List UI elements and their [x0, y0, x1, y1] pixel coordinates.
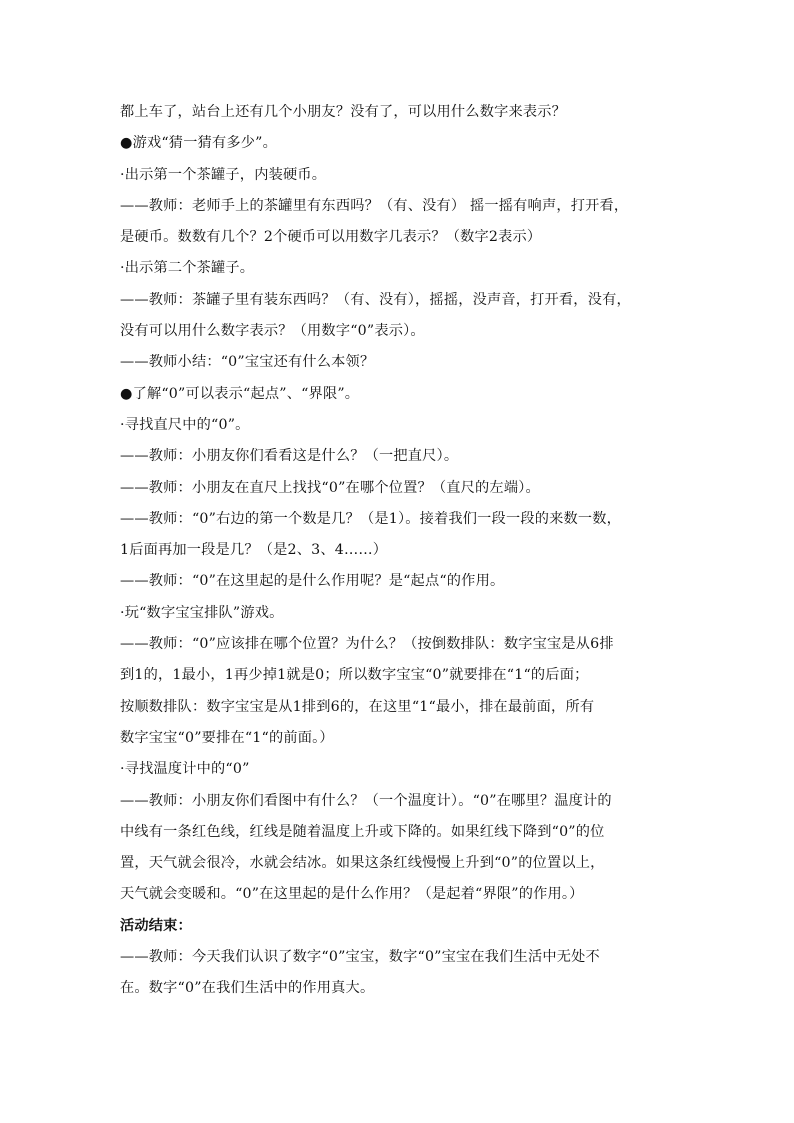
bullet-heading: ●游戏“猜一猜有多少”。 [120, 135, 277, 152]
text-line: 中线有一条红色线，红线是随着温度上升或下降的。如果红线下降到“0”的位 [120, 823, 605, 840]
text-line: 没有可以用什么数字表示？（用数字“0”表示）。 [120, 323, 425, 340]
text-line: ——教师：今天我们认识了数字“0”宝宝，数字“0”宝宝在我们生活中无处不 [120, 949, 600, 966]
text-line: 数字宝宝“0”要排在“1“的前面。） [120, 729, 334, 746]
text-line: ·寻找温度计中的“0” [120, 761, 250, 778]
text-line: ·寻找直尺中的“0”。 [120, 416, 250, 433]
text-line: 都上车了，站台上还有几个小朋友？没有了，可以用什么数字来表示？ [120, 104, 567, 120]
document-body [120, 97, 676, 1005]
text-line: ——教师小结：“0”宝宝还有什么本领？ [120, 354, 375, 371]
text-line: 置，天气就会很冷，水就会结冰。如果这条红线慢慢上升到“0”的位置以上， [120, 855, 605, 872]
text-line: ·出示第二个茶罐子。 [120, 260, 255, 277]
text-line: 1后面再加一段是几？（是2、3、4……） [120, 542, 388, 559]
text-line: ——教师：小朋友在直尺上找找“0”在哪个位置？（直尺的左端）。 [120, 479, 540, 496]
bullet-heading: ●了解“0”可以表示“起点”、“界限”。 [120, 385, 360, 402]
text-line: 是硬币。数数有几个？2个硬币可以用数字几表示？（数字2表示） [120, 229, 542, 246]
text-line: 天气就会变暖和。“0”在这里起的是什么作用？（是起着“界限”的作用。） [120, 886, 584, 903]
text-line: ——教师：小朋友你们看图中有什么？（一个温度计）。“0”在哪里？温度计的 [120, 792, 612, 809]
section-heading: 活动结束： [120, 917, 192, 934]
text-line: ·玩“数字宝宝排队”游戏。 [120, 604, 284, 621]
text-line: 到1的，1最小，1再少掉1就是0；所以数字宝宝“0”就要排在“1“的后面； [120, 667, 589, 684]
text-line: 按顺数排队：数字宝宝是从1排到6的，在这里“1“最小，排在最前面，所有 [120, 698, 595, 715]
text-line: ——教师：茶罐子里有装东西吗？（有、没有），摇摇，没声音，打开看，没有， [120, 291, 631, 308]
text-line: ——教师：“0”在这里起的是什么作用呢？是“起点“的作用。 [120, 573, 505, 590]
text-line: ——教师：老师手上的茶罐里有东西吗？（有、没有） 摇一摇有响声，打开看， [120, 197, 629, 214]
text-line: ——教师：小朋友你们看看这是什么？（一把直尺）。 [120, 448, 459, 465]
text-line: ·出示第一个茶罐子，内装硬币。 [120, 166, 327, 183]
text-line: 在。数字“0”在我们生活中的作用真大。 [120, 980, 375, 997]
text-line: ——教师：“0”应该排在哪个位置？为什么？（按倒数排队：数字宝宝是从6排 [120, 636, 614, 653]
text-line: ——教师：“0”右边的第一个数是几？（是1）。接着我们一段一段的来数一数， [120, 510, 622, 527]
